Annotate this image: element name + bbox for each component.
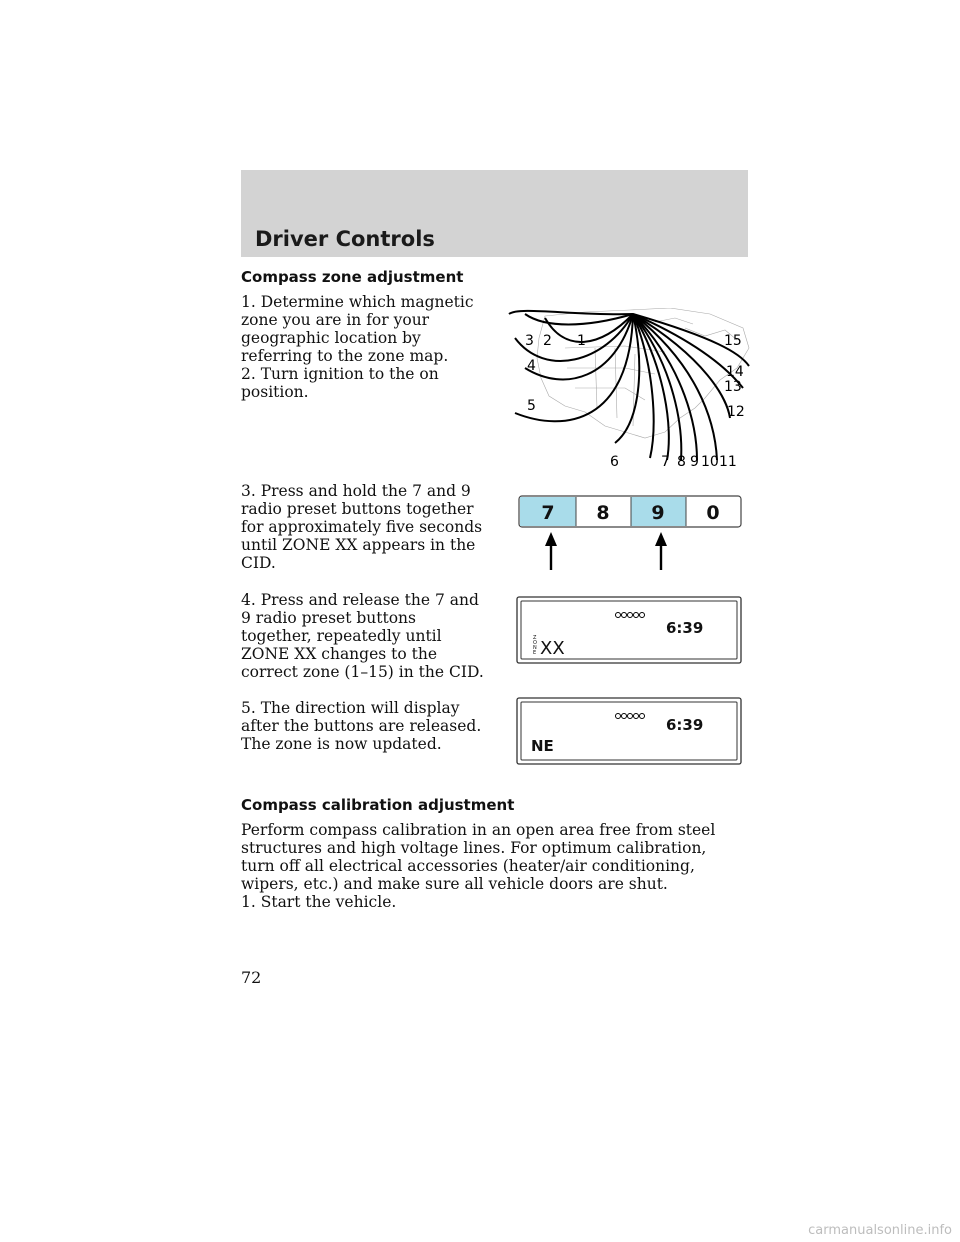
step-3-text bbox=[241, 482, 491, 572]
step-1-text bbox=[241, 293, 491, 365]
watermark: carmanualsonline.info bbox=[808, 1223, 952, 1238]
svg-text:E: E bbox=[533, 650, 537, 656]
step-4: 4. Press and release the 7 and 9 radio preset buttons together, repeatedly until ZONE XX changes to the correct zone (1–15) in the CID. bbox=[241, 591, 484, 681]
svg-text:O: O bbox=[533, 640, 537, 646]
zone-label-14: 14 bbox=[726, 364, 744, 380]
cid-zone-value: XX bbox=[540, 638, 565, 659]
page-number: 72 bbox=[241, 968, 262, 987]
page-section-title: Driver Controls bbox=[255, 227, 435, 251]
zone-label-7: 7 bbox=[661, 454, 670, 470]
cid-display-zone bbox=[516, 596, 742, 664]
zone-label-8: 8 bbox=[677, 454, 686, 470]
step-2-text bbox=[241, 365, 491, 401]
zone-label-11: 11 bbox=[719, 454, 737, 470]
cid-display-direction bbox=[516, 697, 742, 765]
zone-label-2: 2 bbox=[543, 333, 552, 349]
arrow-7 bbox=[545, 532, 557, 570]
preset-9-button[interactable]: 9 bbox=[651, 502, 665, 524]
step-5-text bbox=[241, 699, 491, 753]
calibration-step-1-text: 1. Start the vehicle. bbox=[241, 893, 397, 911]
preset-0-button[interactable]: 0 bbox=[706, 502, 720, 524]
zone-adjustment-heading: Compass zone adjustment bbox=[241, 268, 464, 286]
cid-time: 6:39 bbox=[666, 619, 704, 637]
zone-label-12: 12 bbox=[727, 404, 745, 420]
zone-label-10: 10 bbox=[701, 454, 719, 470]
zone-label-1: 1 bbox=[577, 333, 586, 349]
step-4-text bbox=[241, 591, 491, 681]
preset-8-button[interactable]: 8 bbox=[596, 502, 610, 524]
compass-zone-map bbox=[505, 308, 750, 473]
step-2: 2. Turn ignition to the on position. bbox=[241, 365, 439, 401]
zone-label-6: 6 bbox=[610, 454, 619, 470]
calibration-heading: Compass calibration adjustment bbox=[241, 796, 515, 814]
zone-label-4: 4 bbox=[527, 358, 536, 374]
preset-buttons-figure bbox=[518, 494, 743, 570]
svg-text:Z: Z bbox=[533, 635, 537, 641]
cid-time: 6:39 bbox=[666, 716, 704, 734]
arrow-9 bbox=[655, 532, 667, 570]
zone-label-13: 13 bbox=[724, 379, 742, 395]
cid-direction: NE bbox=[531, 737, 554, 755]
header-band bbox=[241, 170, 748, 257]
zone-label-3: 3 bbox=[525, 333, 534, 349]
svg-text:N: N bbox=[533, 645, 537, 651]
step-1: 1. Determine which magnetic zone you are in for your geographic location by referring to the zone map. bbox=[241, 293, 474, 365]
calibration-step-1 bbox=[241, 893, 741, 911]
preset-7-button[interactable]: 7 bbox=[541, 502, 555, 524]
zone-label-5: 5 bbox=[527, 398, 536, 414]
zone-label-15: 15 bbox=[724, 333, 742, 349]
zone-label-9: 9 bbox=[690, 454, 699, 470]
step-3: 3. Press and hold the 7 and 9 radio preset buttons together for approximately five seconds until ZONE XX appears in the CID. bbox=[241, 482, 483, 572]
calibration-intro: Perform compass calibration in an open area free from steel structures and high voltage lines. For optimum calibration, turn off all electrical accessories (heater/air conditioning, wipers, etc.) and make sure all vehicle doors are shut. bbox=[241, 821, 716, 893]
step-5: 5. The direction will display after the buttons are released. The zone is now updated. bbox=[241, 699, 482, 753]
calibration-paragraph bbox=[241, 821, 741, 893]
